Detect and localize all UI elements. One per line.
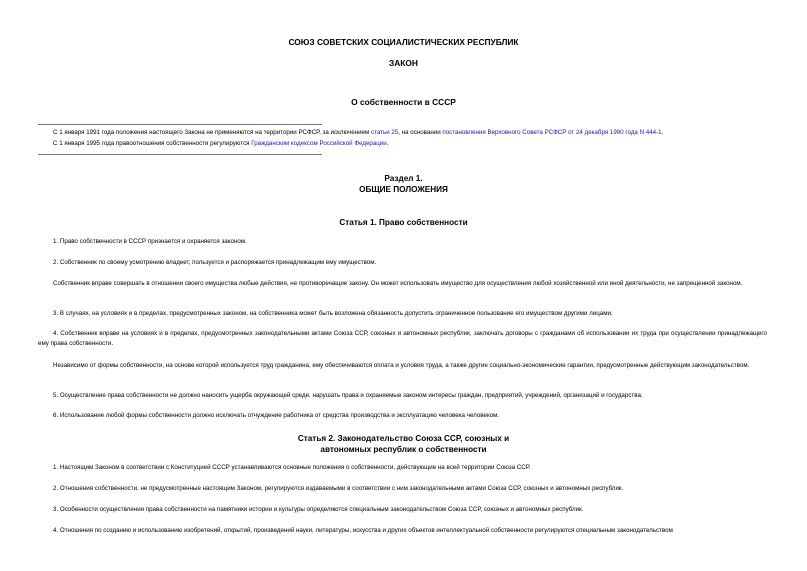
article-2-paragraph: 2. Отношения собственности, не предусмотренные настоящим Законом, регулируются издаваемыми в соответствии с ним законодательными актами Союза ССР, союзных и автономных республик. <box>53 485 624 492</box>
note-2-text-2: . <box>386 140 389 147</box>
note-1-text-2: , на основании <box>398 129 443 136</box>
article-1-paragraph: 6. Использование любой формы собственности должно исключать отчуждение работника от средства производства и эксплуатацию человека человеком. <box>53 412 500 419</box>
section-title: ОБЩИЕ ПОЛОЖЕНИЯ <box>359 185 448 194</box>
article-1-title: Статья 1. Право собственности <box>339 218 468 227</box>
article-2-paragraph: 4. Отношения по созданию и использованию изобретений, открытий, произведений науки, литературы, искусства и других объектов интеллектуальной собственности регулируются специальным законодательством <box>53 527 673 534</box>
country-heading: СОЮЗ СОВЕТСКИХ СОЦИАЛИСТИЧЕСКИХ РЕСПУБЛИК <box>288 37 519 47</box>
doc-type-heading: ЗАКОН <box>389 58 418 68</box>
civil-code-link[interactable]: Гражданским кодексом Российской Федерации <box>251 140 387 147</box>
article-2-title <box>0 433 807 455</box>
article-2-title-line-2: автономных республик о собственности <box>320 445 487 454</box>
section-label: Раздел 1. <box>384 174 423 183</box>
article-1-paragraph: Собственник вправе совершать в отношении своего имущества любые действия, не противоречащие закону. Он может использовать имущество для осуществления любой хозяйственной или иной деятельности, не запрещенной законом. <box>53 280 743 287</box>
article-1-paragraph: 4. Собственник вправе на условиях и в пределах, предусмотренных законодательными актами Союза ССР, союзных и автономных республик, заключать договоры с гражданами об использовании их труда при осуществлении принадлежащего ему права собственности. <box>38 330 767 347</box>
note-divider-bottom <box>38 154 322 155</box>
note-1-text-1: С 1 января 1991 года положения настоящего Закона не применяются на территории РСФСР, за исключением <box>53 129 371 136</box>
article-1-paragraph: 3. В случаях, на условиях и в пределах, предусмотренных законом, на собственника может быть возложена обязанность допустить ограниченное пользование его имуществом другими лицами. <box>53 310 613 317</box>
note-2-text-1: С 1 января 1995 года правоотношения собственности регулируются <box>53 140 252 147</box>
document-title: О собственности в СССР <box>351 97 456 107</box>
editorial-note-1 <box>53 129 663 136</box>
editorial-note-2 <box>53 140 388 147</box>
article-1-paragraph: 2. Собственник по своему усмотрению владеет, пользуется и распоряжается принадлежащим ему имуществом. <box>53 259 377 266</box>
article-1-paragraph: 5. Осуществление права собственности не должно наносить ущерба окружающей среде, нарушать права и охраняемые законом интересы граждан, предприятий, учреждений, организаций и государства. <box>53 392 643 399</box>
article-25-link[interactable]: статьи 25 <box>370 129 399 136</box>
note-divider-top <box>38 124 322 125</box>
article-2-title-line-1: Статья 2. Законодательство Союза ССР, союзных и <box>297 434 510 443</box>
note-1-text-3: . <box>661 129 664 136</box>
article-2-paragraph: 3. Особенности осуществления права собственности на памятники истории и культуры определяются специальным законодательством Союза ССР, союзных и автономных республик. <box>53 506 584 513</box>
resolution-link[interactable]: постановления Верховного Совета РСФСР от 24 декабря 1990 года N 444-1 <box>442 129 662 136</box>
article-2-paragraph: 1. Настоящим Законом в соответствии с Конституцией СССР устанавливаются основные положения о собственности, действующие на всей территории Союза ССР. <box>53 464 531 471</box>
article-1-paragraph: 1. Право собственности в СССР признается и охраняется законом. <box>53 238 247 245</box>
article-1-paragraph: Независимо от формы собственности, на основе которой используется труд гражданина, ему обеспечиваются оплата и условия труда, а также другие социально-экономические гарантии, предусмотренные действующим законодательством. <box>53 362 750 369</box>
section-heading <box>0 173 807 195</box>
